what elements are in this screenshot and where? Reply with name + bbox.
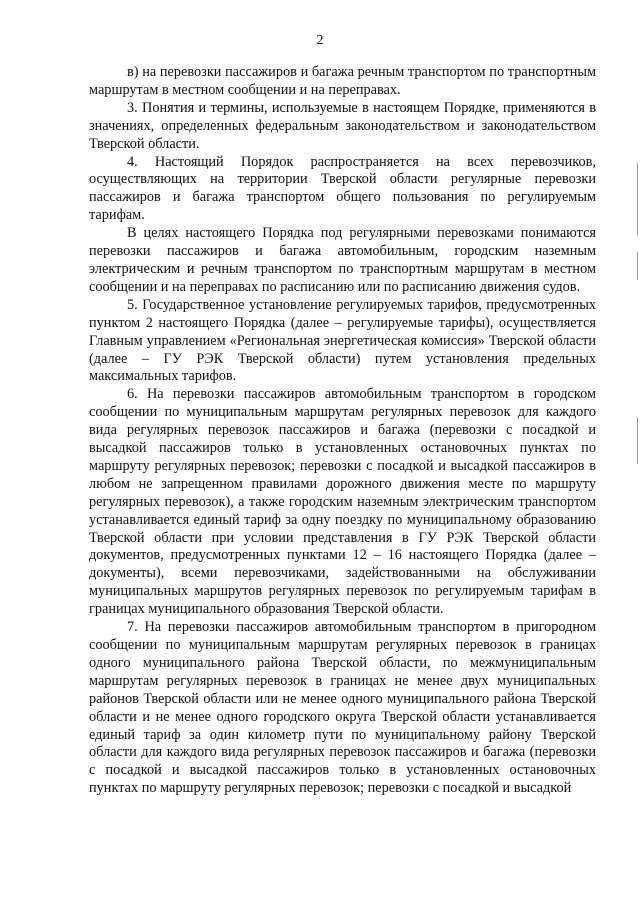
paragraph-4-definition: В целях настоящего Порядка под регулярными перевозками понимаются перевозки пассажиров и багажа автомобильным, городским наземным электрическим и речным транспортом по транспортным маршрутам в местном сообщении и на переправах по расписанию или по расписанию движения судов. [89,225,596,295]
scan-margin-mark [637,252,638,280]
paragraph-4: 4. Настоящий Порядок распространяется на всех перевозчиков, осуществляющих на территории Тверской области регулярные перевозки пассажиров и багажа транспортом общего пользования по регулируемым тарифам. [89,153,596,224]
paragraph-item-v: в) на перевозки пассажиров и багажа речным транспортом по транспортным маршрутам в местном сообщении и на переправах. [89,64,596,98]
paragraph-5: 5. Государственное установление регулируемых тарифов, предусмотренных пунктом 2 настоящего Порядка (далее – регулируемые тарифы), осуществляется Главным управлением «Региональная энергетическая комиссия» Тверской области (далее – ГУ РЭК Тверской области) путем установления предельных максимальных тарифов. [89,296,596,385]
paragraph-6: 6. На перевозки пассажиров автомобильным транспортом в городском сообщении по муниципальным маршрутам регулярных перевозок для каждого вида регулярных перевозок пассажиров и багажа (перевозки с посадкой и высадкой пассажиров только в установленных остановочных пунктах по маршруту регулярных перевозок; перевозки с посадкой и высадкой пассажиров в любом не запрещенном правилами дорожного движения месте по маршруту регулярных перевозок), а также городским наземным электрическим транспортом устанавливается единый тариф за одну поездку по муниципальному образованию Тверской области при условии представления в ГУ РЭК Тверской области документов, предусмотренных пунктами 12 – 16 настоящего Порядка (далее – документы), всеми перевозчиками, задействованными на обслуживании муниципальных маршрутов регулярных перевозок по регулируемым тарифам в границах муниципального образования Тверской области. [89,386,596,618]
paragraph-3: 3. Понятия и термины, используемые в настоящем Порядке, применяются в значениях, определенных федеральным законодательством и законодательством Тверской области. [89,99,596,152]
paragraph-7: 7. На перевозки пассажиров автомобильным транспортом в пригородном сообщении по муниципальным маршрутам регулярных перевозок в границах одного муниципального района Тверской области, по межмуниципальным маршрутам регулярных перевозок в границах не менее двух муниципальных районов Тверской области или не менее одного муниципального района Тверской области и не менее одного городского округа Тверской области устанавливается единый тариф за один километр пути по муниципальному району Тверской области для каждого вида регулярных перевозок пассажиров и багажа (перевозки с посадкой и высадкой пассажиров только в установленных остановочных пунктах по маршруту регулярных перевозок; перевозки с посадкой и высадкой [89,619,596,797]
document-body [89,64,596,798]
page-number: 2 [316,33,324,48]
scan-margin-mark [637,418,638,464]
scan-margin-mark [637,163,638,235]
